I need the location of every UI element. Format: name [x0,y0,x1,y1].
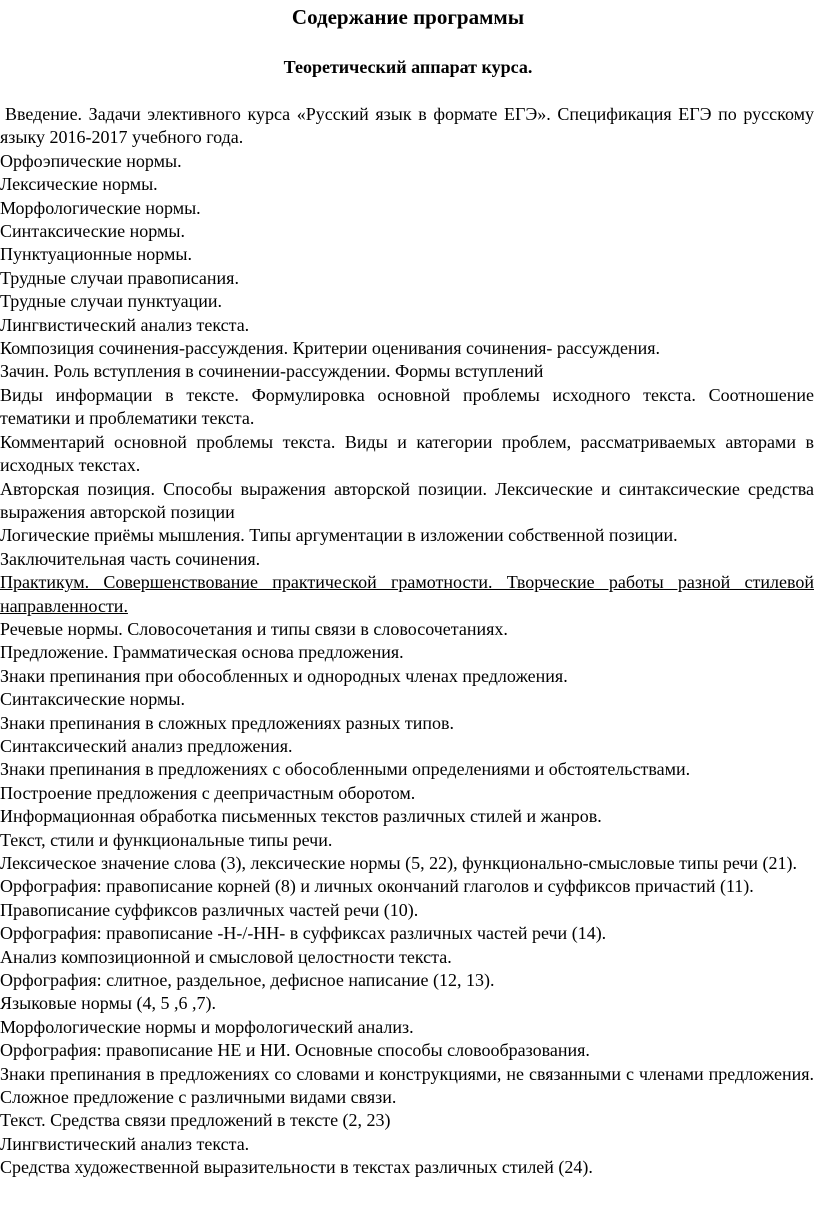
paragraph: Морфологические нормы. [0,197,201,218]
paragraph: Текст. Средства связи предложений в тексте (2, 23) [0,1110,391,1131]
paragraph: Орфография: правописание корней (8) и личных окончаний глаголов и суффиксов причастий (11). [0,876,754,897]
paragraph: Речевые нормы. Словосочетания и типы связи в словосочетаниях. [0,618,508,639]
section-subtitle: Теоретический аппарат курса. [283,57,533,77]
paragraph: Синтаксические нормы. [0,221,185,242]
paragraph: Орфография: слитное, раздельное, дефисное написание (12, 13). [0,970,495,991]
paragraph: Авторская позиция. Способы выражения авторской позиции. Лексические и синтаксические средства выражения авторской позиции [0,478,814,522]
paragraph: Информационная обработка письменных текстов различных стилей и жанров. [0,806,602,827]
paragraph: Лингвистический анализ текста. [0,1133,250,1154]
paragraph: Лексические нормы. [0,174,158,195]
paragraph: Лингвистический анализ текста. [0,314,250,335]
page-title: Содержание программы [291,5,525,29]
paragraph: Лексическое значение слова (3), лексические нормы (5, 22), функционально-смысловые типы речи (21). [0,853,798,873]
paragraph: Заключительная часть сочинения. [0,548,261,569]
paragraph: Пунктуационные нормы. [0,244,192,265]
paragraph: Построение предложения с деепричастным оборотом. [0,782,416,803]
paragraph: Знаки препинания в предложениях с обособленными определениями и обстоятельствами. [0,759,691,780]
paragraph: Орфоэпические нормы. [0,150,182,171]
paragraph: Трудные случаи пунктуации. [0,291,223,312]
paragraph: Знаки препинания в предложениях со словами и конструкциями, не связанными с членами предложения. Сложное предложение с различными видами связи. [0,1063,814,1108]
paragraph: Синтаксический анализ предложения. [0,735,293,756]
paragraph: Комментарий основной проблемы текста. Виды и категории проблем, рассматриваемых авторами в исходных текстах. [0,431,814,476]
paragraph: Морфологические нормы и морфологический анализ. [0,1016,414,1037]
paragraph: Правописание суффиксов различных частей речи (10). [0,899,419,920]
paragraph: Орфография: правописание -Н-/-НН- в суффиксах различных частей речи (14). [0,923,607,944]
paragraph: Знаки препинания при обособленных и однородных членах предложения. [0,665,568,686]
document-body [0,103,816,1180]
paragraph: Трудные случаи правописания. [0,267,239,288]
paragraph: Зачин. Роль вступления в сочинении-рассуждении. Формы вступлений [0,361,544,382]
paragraph: Средства художественной выразительности в текстах различных стилей (24). [0,1157,593,1178]
paragraph-practicum-heading: Практикум. Совершенствование практической грамотности. Творческие работы разной стилевой направленности. [0,572,814,616]
paragraph: Виды информации в тексте. Формулировка основной проблемы исходного текста. Соотношение тематики и проблематики текста. [0,384,814,429]
paragraph: Синтаксические нормы. [0,689,185,710]
paragraph: Композиция сочинения-рассуждения. Критерии оценивания сочинения- рассуждения. [0,338,661,359]
paragraph: Языковые нормы (4, 5 ,6 ,7). [0,993,216,1014]
paragraph-introduction: Введение. Задачи элективного курса «Русский язык в формате ЕГЭ». Спецификация ЕГЭ по русскому языку 2016-2017 учебного года. [0,104,814,148]
paragraph: Орфография: правописание НЕ и НИ. Основные способы словообразования. [0,1040,590,1061]
paragraph: Знаки препинания в сложных предложениях разных типов. [0,712,455,733]
paragraph: Текст, стили и функциональные типы речи. [0,829,333,850]
paragraph: Анализ композиционной и смысловой целостности текста. [0,946,452,967]
paragraph: Логические приёмы мышления. Типы аргументации в изложении собственной позиции. [0,525,678,546]
paragraph: Предложение. Грамматическая основа предложения. [0,642,404,663]
